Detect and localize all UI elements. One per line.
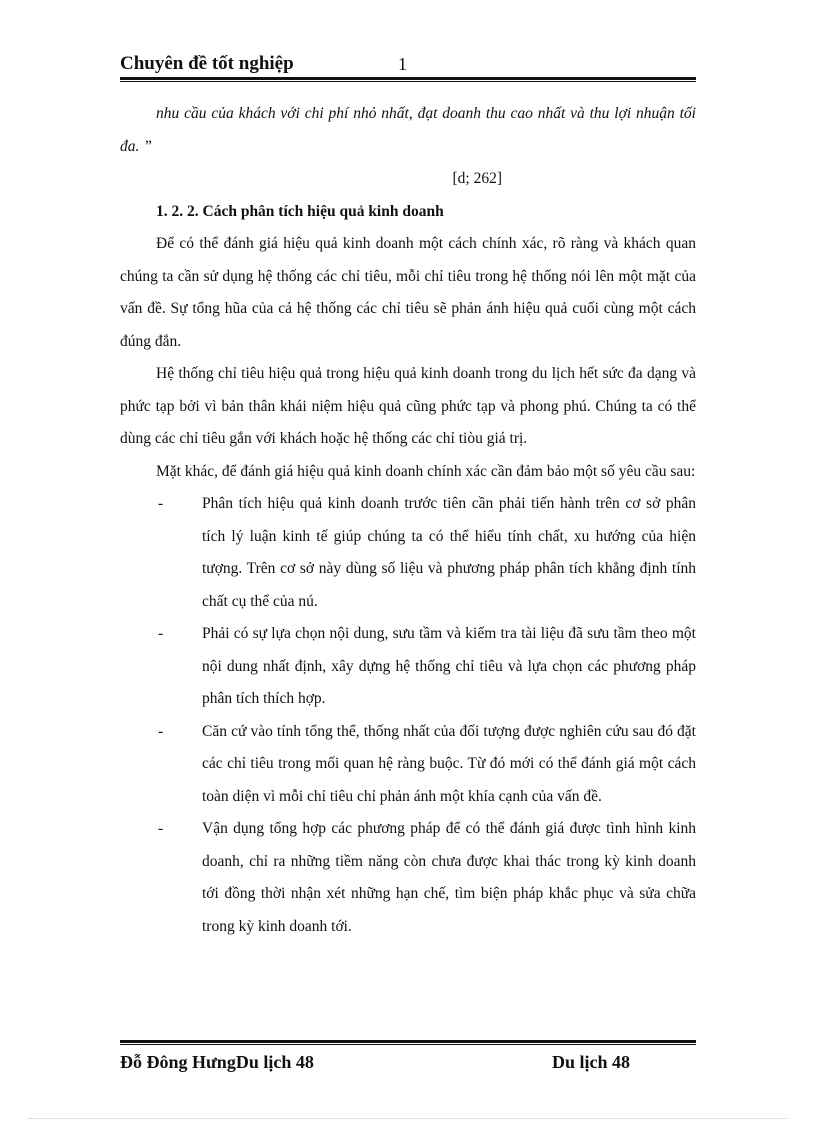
footer-course: Du lịch 48 (552, 1052, 631, 1072)
paragraph: Để có thể đánh giá hiệu quả kinh doanh một cách chính xác, rõ ràng và khách quan chúng ta cần sử dụng hệ thống các chỉ tiêu, mỗi chỉ tiêu trong hệ thống nói lên một mặt của vấn đề. Sự tổng hũa của cả hệ thống các chỉ tiêu sẽ phản ánh hiệu quả cuối cùng một cách đúng đắn. (120, 235, 696, 350)
page-header (120, 52, 696, 78)
list-item-text: Vận dụng tổng hợp các phương pháp để có thể đánh giá được tình hình kinh doanh, chỉ ra những tiềm năng còn chưa được khai thác trong kỳ kinh doanh tới đồng thời nhận xét những hạn chế, tìm biện pháp khắc phục và sửa chữa trong kỳ kinh doanh tới. (202, 820, 696, 935)
footer-rule-thin (120, 1044, 696, 1045)
list-item-text: Căn cứ vào tính tổng thể, thống nhất của đối tượng được nghiên cứu sau đó đặt các chỉ tiêu trong mối quan hệ ràng buộc. Từ đó mới có thể đánh giá một cách toàn diện vì mỗi chỉ tiêu chỉ phản ánh một khía cạnh của vấn đề. (202, 722, 696, 805)
citation: [d; 262] (452, 170, 502, 187)
document-body (120, 98, 696, 943)
list-item-text: Phân tích hiệu quả kinh doanh trước tiên cần phải tiến hành trên cơ sở phân tích lý luận kinh tế giúp chúng ta có thể hiểu tính chất, xu hướng của hiện tượng. Trên cơ sở này dùng số liệu và phương pháp phân tích khẳng định tính chất cụ thể của nú. (202, 495, 696, 610)
page-boundary (28, 1118, 788, 1119)
footer-author: Đỗ Đông HưngDu lịch 48 (120, 1052, 314, 1072)
bullet-marker: - (158, 625, 164, 642)
footer-rule (120, 1040, 696, 1043)
bullet-marker: - (158, 722, 164, 740)
list-item-text: Phải có sự lựa chọn nội dung, sưu tầm và kiểm tra tài liệu đã sưu tầm theo một nội dung nhất định, xây dựng hệ thống chỉ tiêu và lựa chọn các phương pháp phân tích thích hợp. (202, 625, 696, 707)
header-title: Chuyên đề tốt nghiệp (120, 53, 294, 74)
quote-continuation: nhu cầu của khách với chi phí nhỏ nhất, đạt doanh thu cao nhất và thu lợi nhuận tối đa. ” (120, 105, 696, 155)
paragraph: Hệ thống chỉ tiêu hiệu quả trong hiệu quả kinh doanh trong du lịch hết sức đa dạng và phức tạp bởi vì bản thân khái niệm hiệu quả cũng phức tạp và phong phú. Chúng ta có thể dùng các chỉ tiêu gắn với khách hoặc hệ thống các chỉ tiòu giá trị. (120, 365, 696, 447)
page-number: 1 (398, 54, 407, 74)
list-item (120, 618, 696, 716)
list-item (120, 488, 696, 618)
header-rule (120, 77, 696, 80)
section-heading: 1. 2. 2. Cách phân tích hiệu quả kinh doanh (156, 202, 444, 220)
bullet-marker: - (158, 495, 164, 512)
paragraph: Mặt khác, để đánh giá hiệu quả kinh doanh chính xác cần đảm bảo một số yêu cầu sau: (156, 462, 696, 480)
list-item (120, 813, 696, 943)
bullet-marker: - (158, 820, 164, 837)
list-item (120, 716, 696, 814)
header-rule-thin (120, 81, 696, 82)
requirements-list (120, 488, 696, 943)
